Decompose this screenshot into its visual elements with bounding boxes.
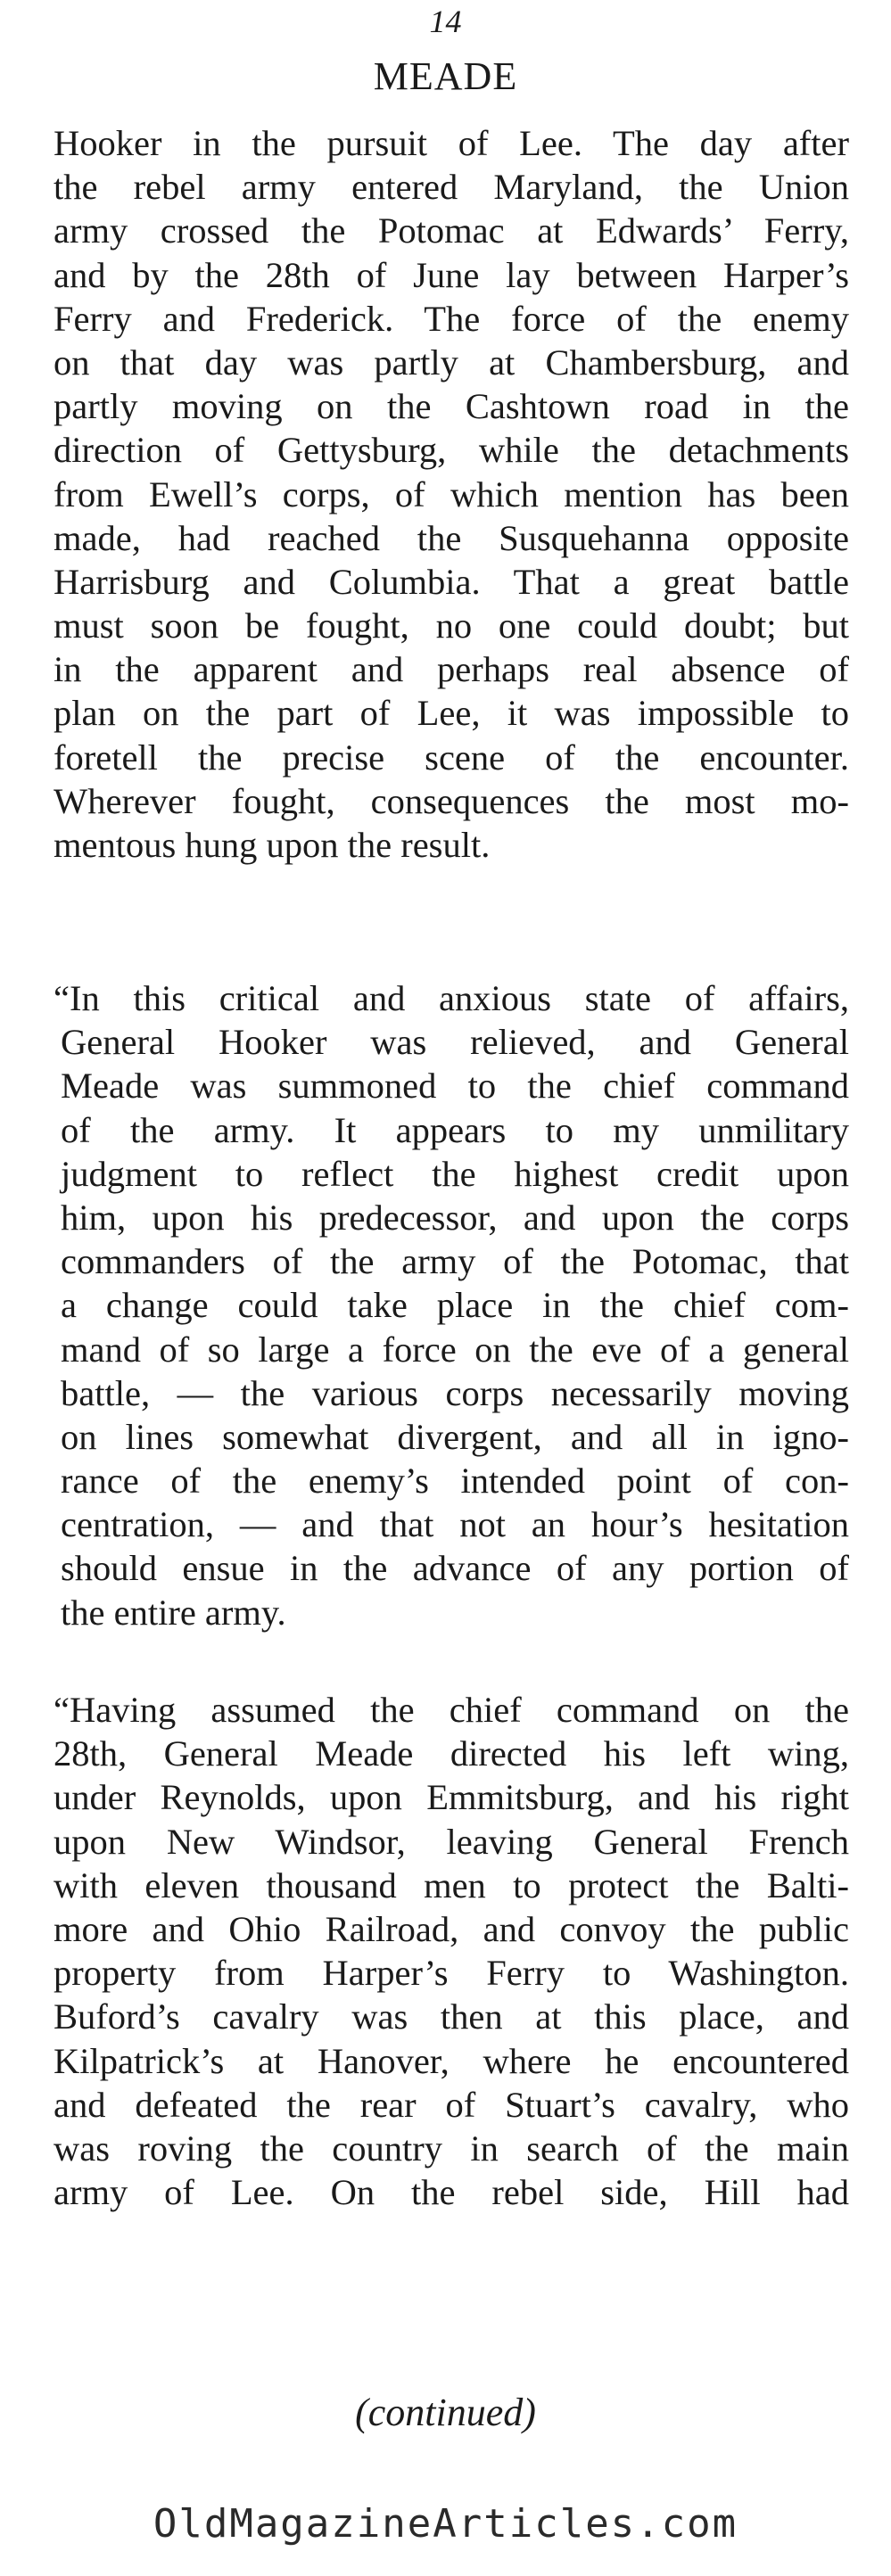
paragraph-2 <box>54 976 849 1634</box>
text-line: Ferry and Frederick. The force of the enemy <box>54 298 849 339</box>
text-line: on lines somewhat divergent, and all in igno- <box>61 1416 849 1457</box>
text-line: Kilpatrick’s at Hanover, where he encountered <box>54 2040 849 2081</box>
text-line: Harrisburg and Columbia. That a great battle <box>54 561 849 602</box>
text-line: General Hooker was relieved, and General <box>61 1022 849 1063</box>
text-line: made, had reached the Susquehanna opposite <box>54 517 849 558</box>
text-line: on that day was partly at Chambersburg, and <box>54 342 849 383</box>
paragraph-1 <box>54 121 849 867</box>
text-line: was roving the country in search of the main <box>54 2127 849 2169</box>
text-line: and defeated the rear of Stuart’s cavalry, who <box>54 2084 849 2125</box>
text-line: direction of Gettysburg, while the detachments <box>54 430 849 471</box>
text-line: “In this critical and anxious state of affairs, <box>54 978 849 1018</box>
text-line: property from Harper’s Ferry to Washington. <box>54 1953 849 1994</box>
continued-label: (continued) <box>355 2391 536 2434</box>
text-line: Buford’s cavalry was then at this place, and <box>54 1996 849 2037</box>
text-line: “Having assumed the chief command on the <box>54 1690 849 1730</box>
text-line: partly moving on the Cashtown road in the <box>54 386 849 427</box>
text-line: army crossed the Potomac at Edwards’ Ferry, <box>54 210 849 251</box>
text-line: from Ewell’s corps, of which mention has been <box>54 473 849 514</box>
text-line: under Reynolds, upon Emmitsburg, and his right <box>54 1777 849 1818</box>
running-head: MEADE <box>373 54 518 98</box>
footer-credit: OldMagazineArticles.com <box>153 2501 738 2547</box>
text-line: in the apparent and perhaps real absence of <box>54 649 849 690</box>
text-line: plan on the part of Lee, it was impossible to <box>54 693 849 734</box>
text-line: and by the 28th of June lay between Harper’s <box>54 254 849 295</box>
paragraph-3 <box>54 1688 849 2214</box>
text-line: judgment to reflect the highest credit upon <box>61 1153 849 1194</box>
text-line: Wherever fought, consequences the most mo- <box>54 780 849 821</box>
text-line: Hooker in the pursuit of Lee. The day after <box>54 123 849 163</box>
text-line: commanders of the army of the Potomac, that <box>61 1241 849 1282</box>
text-line: a change could take place in the chief com- <box>61 1285 849 1326</box>
text-line: the rebel army entered Maryland, the Union <box>54 167 849 208</box>
text-line: foretell the precise scene of the encounter. <box>54 737 849 778</box>
text-line: him, upon his predecessor, and upon the corps <box>61 1197 849 1238</box>
text-line: battle, — the various corps necessarily moving <box>61 1372 849 1413</box>
text-line: mand of so large a force on the eve of a general <box>61 1329 849 1370</box>
text-line: the entire army. <box>61 1592 286 1633</box>
text-line: more and Ohio Railroad, and convoy the public <box>54 1908 849 1949</box>
text-line: must soon be fought, no one could doubt; but <box>54 605 849 646</box>
text-line: 28th, General Meade directed his left wing, <box>54 1733 849 1774</box>
text-line: Meade was summoned to the chief command <box>61 1066 849 1107</box>
text-line: should ensue in the advance of any portion of <box>61 1548 849 1589</box>
text-line: rance of the enemy’s intended point of con- <box>61 1461 849 1502</box>
text-line: mentous hung upon the result. <box>54 825 491 865</box>
text-line: upon New Windsor, leaving General French <box>54 1821 849 1862</box>
text-line: with eleven thousand men to protect the Balti- <box>54 1864 849 1905</box>
text-line: army of Lee. On the rebel side, Hill had <box>54 2172 849 2213</box>
text-line: of the army. It appears to my unmilitary <box>61 1109 849 1150</box>
page-number: 14 <box>429 4 462 39</box>
text-line: centration, — and that not an hour’s hesitation <box>61 1504 849 1545</box>
